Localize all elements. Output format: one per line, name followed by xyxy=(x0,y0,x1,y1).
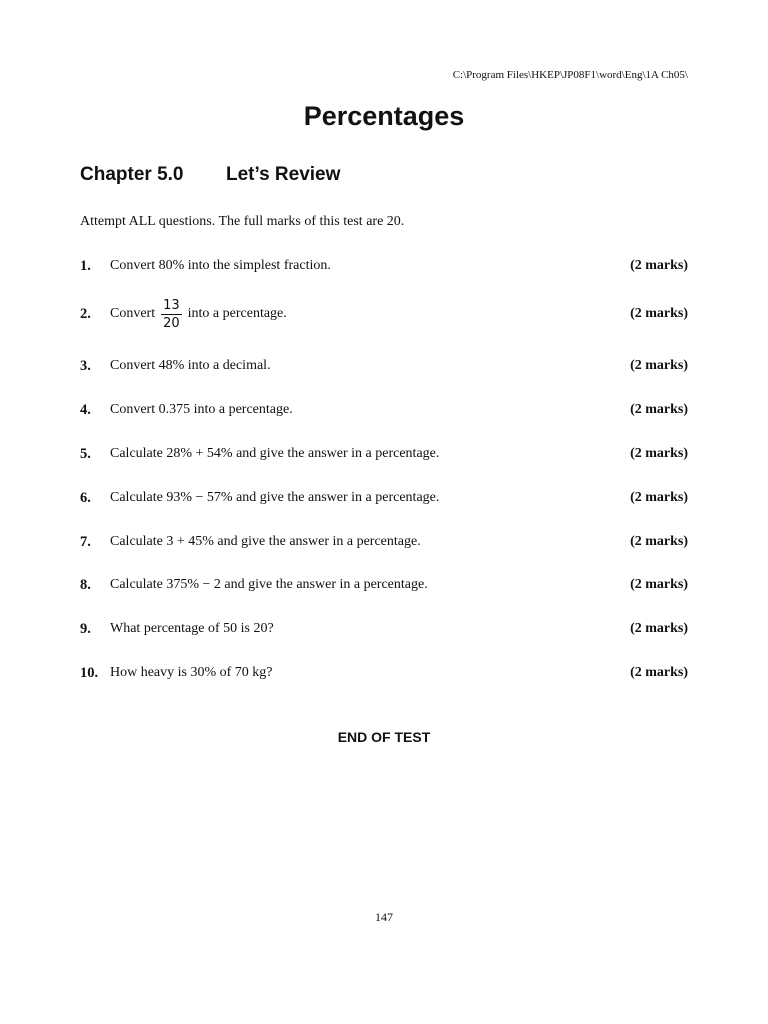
question-10 xyxy=(80,663,688,683)
question-number: 7. xyxy=(80,533,91,550)
question-number: 4. xyxy=(80,401,91,418)
question-marks: (2 marks) xyxy=(630,665,688,680)
question-text xyxy=(110,299,630,330)
question-number: 6. xyxy=(80,489,91,506)
fraction-denominator: 20 xyxy=(163,315,180,331)
question-number: 5. xyxy=(80,445,91,462)
question-text-before: Convert xyxy=(110,306,156,321)
question-marks: (2 marks) xyxy=(630,402,688,417)
page-number: 147 xyxy=(375,910,393,924)
question-text-after: into a percentage. xyxy=(187,306,287,321)
question-marks: (2 marks) xyxy=(630,258,688,273)
instructions: Attempt ALL questions. The full marks of this test are 20. xyxy=(80,214,405,229)
question-3 xyxy=(80,356,688,376)
fraction xyxy=(161,299,182,330)
chapter-number: Chapter 5.0 xyxy=(80,164,184,185)
question-marks: (2 marks) xyxy=(630,446,688,461)
question-text: Convert 80% into the simplest fraction. xyxy=(110,258,331,273)
question-text: What percentage of 50 is 20? xyxy=(110,621,274,636)
end-of-test: END OF TEST xyxy=(337,729,431,745)
question-text: Calculate 375% − 2 and give the answer in a percentage. xyxy=(110,577,428,592)
question-2 xyxy=(80,297,688,331)
question-number: 2. xyxy=(80,305,91,322)
question-marks: (2 marks) xyxy=(630,577,688,592)
question-6 xyxy=(80,488,688,508)
question-7 xyxy=(80,532,688,552)
question-text: Calculate 3 + 45% and give the answer in a percentage. xyxy=(110,534,421,549)
question-number: 3. xyxy=(80,357,91,374)
file-path-header: C:\Program Files\HKEP\JP08F1\word\Eng\1A Ch05\ xyxy=(452,69,688,81)
question-marks: (2 marks) xyxy=(630,358,688,373)
question-number: 9. xyxy=(80,620,91,637)
question-8 xyxy=(80,575,688,595)
question-1 xyxy=(80,256,688,276)
chapter-name: Let’s Review xyxy=(226,164,341,185)
question-number: 1. xyxy=(80,257,91,274)
question-text: Calculate 28% + 54% and give the answer in a percentage. xyxy=(110,446,440,461)
question-marks: (2 marks) xyxy=(630,490,688,505)
question-text: Convert 0.375 into a percentage. xyxy=(110,402,293,417)
question-text: How heavy is 30% of 70 kg? xyxy=(110,665,273,680)
question-text: Calculate 93% − 57% and give the answer in a percentage. xyxy=(110,490,440,505)
question-4 xyxy=(80,400,688,420)
question-text: Convert 48% into a decimal. xyxy=(110,358,271,373)
question-marks: (2 marks) xyxy=(630,534,688,549)
page-title: Percentages xyxy=(303,101,465,131)
chapter-heading xyxy=(80,164,340,186)
question-number: 10. xyxy=(80,664,99,681)
question-marks: (2 marks) xyxy=(630,306,688,321)
question-9 xyxy=(80,619,688,639)
question-marks: (2 marks) xyxy=(630,621,688,636)
fraction-numerator: 13 xyxy=(163,297,180,313)
question-number: 8. xyxy=(80,576,91,593)
question-5 xyxy=(80,444,688,464)
